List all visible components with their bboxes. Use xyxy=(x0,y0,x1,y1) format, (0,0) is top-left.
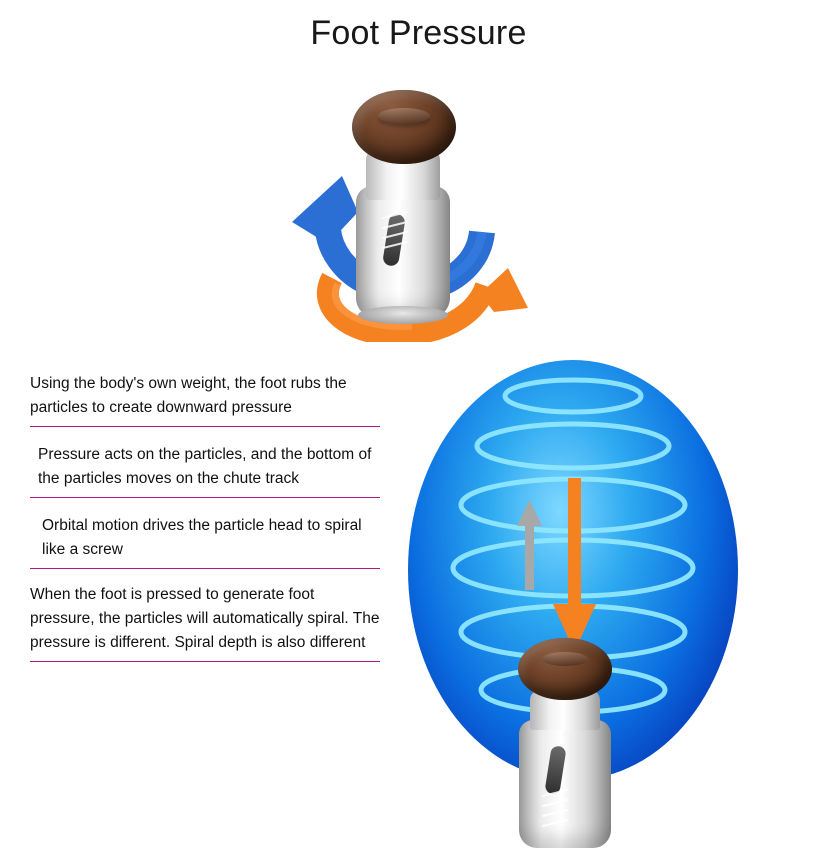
product-slot-lines xyxy=(382,208,408,270)
note-text: Orbital motion drives the particle head to spiral like a screw xyxy=(42,517,362,559)
note-item xyxy=(30,583,380,662)
particle-product-top xyxy=(342,82,462,332)
notes-list xyxy=(30,372,380,662)
orange-down-arrow xyxy=(553,478,596,652)
note-item xyxy=(30,372,380,427)
particle-product-bottom xyxy=(506,638,624,858)
note-text: Using the body's own weight, the foot rubs the particles to create downward pressure xyxy=(30,375,347,417)
page-title: Foot Pressure xyxy=(310,14,527,52)
note-item xyxy=(30,443,380,498)
lower-illustration xyxy=(408,360,738,790)
knob-groove xyxy=(542,652,588,666)
note-text: Pressure acts on the particles, and the bottom of the particles moves on the chute track xyxy=(38,446,372,488)
product-knob xyxy=(518,638,612,700)
note-item xyxy=(30,514,380,569)
product-knob xyxy=(352,90,456,164)
top-illustration xyxy=(272,72,532,342)
note-text: When the foot is pressed to generate foot pressure, the particles will automatically spiral. The pressure is different. Spiral depth is also different xyxy=(30,586,380,652)
product-slot-lines xyxy=(542,788,568,830)
knob-groove xyxy=(378,108,430,124)
